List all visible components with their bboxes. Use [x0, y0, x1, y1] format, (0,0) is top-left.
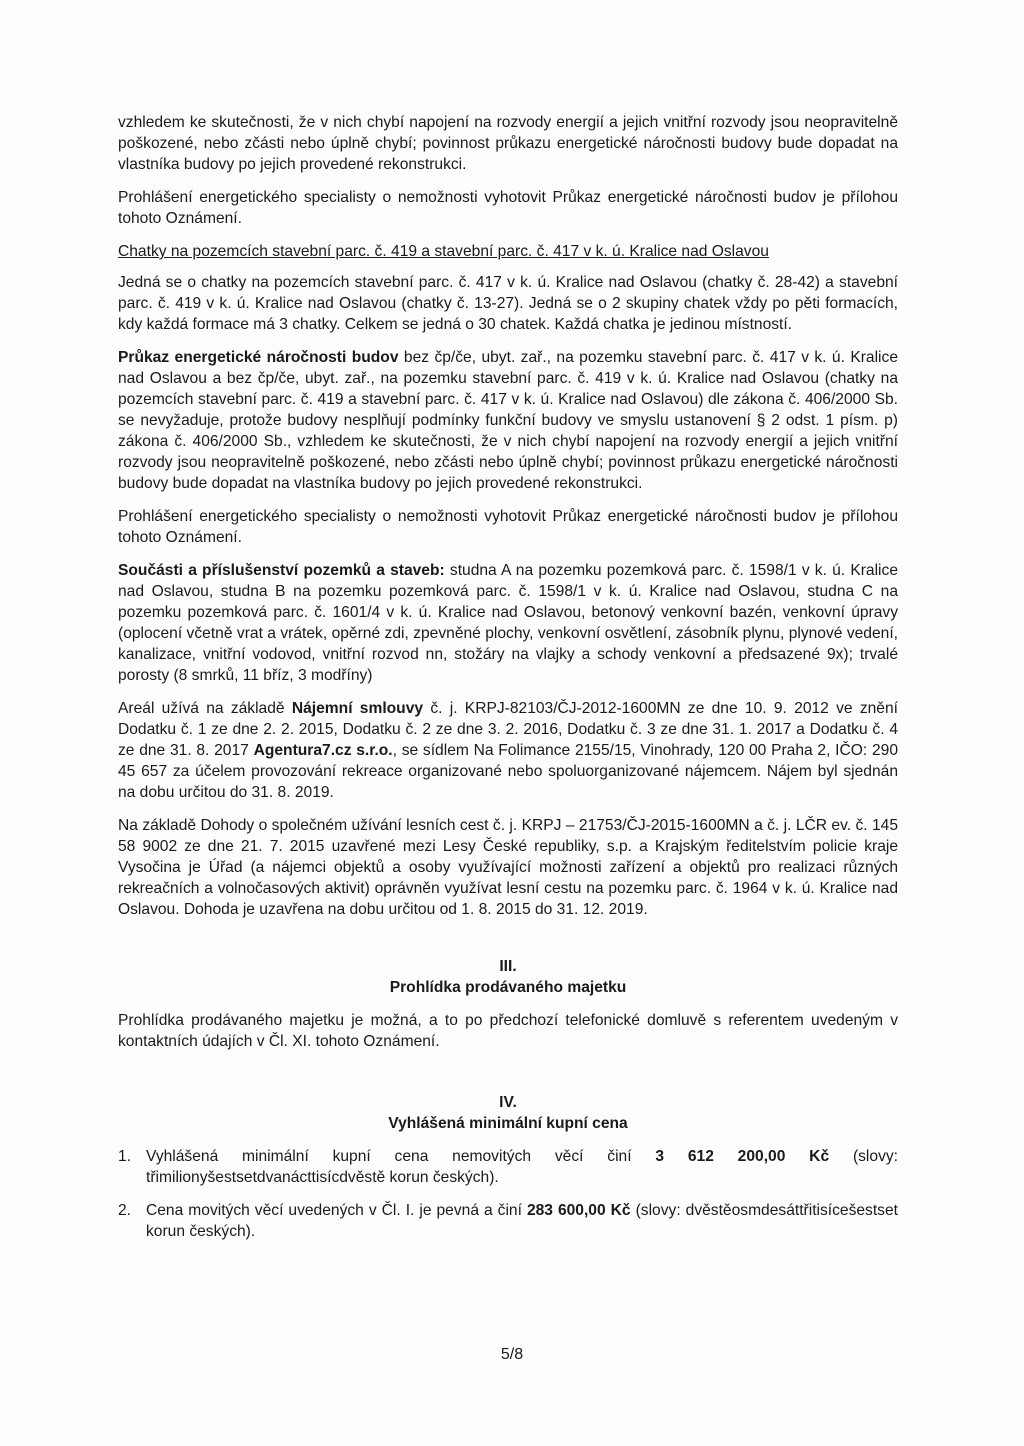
list-item-number: 1.	[118, 1148, 132, 1165]
list-item-price-movables	[118, 1200, 898, 1242]
components-text: studna A na pozemku pozemková parc. č. 1598/1 v k. ú. Kralice nad Oslavou, studna B na pozemku pozemková parc. č. 1598/1 v k. ú. Kralice nad Oslavou, studna C na pozemku pozemková parc. č. 1601/4 v k. ú. Kralice nad Oslavou, betonový venkovní bazén, venkovní úpravy (oplocení včetně vrat a vrátek, opěrné zdi, zpevněné plochy, venkovní osvětlení, zásobník plynu, plynové vedení, kanalizace, vnitřní vodovod, vnitřní rozvod nn, stožáry na vlajky a schody venkovní a předsazené 9x); trvalé porosty (8 smrků, 11 bříz, 3 modříny)	[118, 562, 898, 684]
lease-text-a: Areál užívá na základě	[118, 700, 292, 717]
list-item-text: Vyhlášená minimální kupní cena nemovitých věcí činí 3 612 200,00 Kč (slovy: třimilionyšestsetdvanácttisícdvěstě korun českých).	[146, 1148, 898, 1186]
components-label: Součásti a příslušenství pozemků a staveb:	[118, 562, 445, 579]
price-amount: 3 612 200,00 Kč	[655, 1148, 830, 1165]
paragraph-specialist-statement: Prohlášení energetického specialisty o nemožnosti vyhotovit Průkaz energetické náročnosti budov je přílohou tohoto Oznámení.	[118, 189, 898, 227]
document-body	[118, 112, 898, 1254]
section-3-number: III.	[499, 958, 517, 975]
paragraph-inspection: Prohlídka prodávaného majetku je možná, a to po předchozí telefonické domluvě s referentem uvedeným v kontaktních údajích v Čl. XI. tohoto Oznámení.	[118, 1012, 898, 1050]
section-4-number: IV.	[499, 1094, 517, 1111]
page-number: 5/8	[500, 1346, 524, 1363]
lease-text-c: , se sídlem Na Folimance 2155/15, Vinohrady, 120 00 Praha 2, IČO: 290 45 657 za účelem provozování rekreace organizované nebo spoluorganizované nájemcem. Nájem byl sjednán na dobu určitou do 31. 8. 2019.	[118, 742, 898, 801]
lease-text-b: č. j. KRPJ-82103/ČJ-2012-1600MN ze dne 10. 9. 2012 ve znění Dodatku č. 1 ze dne 2. 2. 2015, Dodatku č. 2 ze dne 3. 2. 2016, Dodatku č. 3 ze dne 31. 1. 2017 a Dodatku č. 4 ze dne 31. 8. 2017	[118, 700, 898, 759]
energy-certificate-label: Průkaz energetické náročnosti budov	[118, 349, 399, 366]
list-item-price-real-estate	[118, 1146, 898, 1188]
list-item-text: Cena movitých věcí uvedených v Čl. I. je pevná a činí 283 600,00 Kč (slovy: dvěstěosmdesáttřitisícešestset korun českých).	[146, 1202, 898, 1240]
paragraph-chatky-description: Jedná se o chatky na pozemcích stavební parc. č. 417 v k. ú. Kralice nad Oslavou (chatky č. 28-42) a stavební parc. č. 419 v k. ú. Kralice nad Oslavou (chatky č. 13-27). Jedná se o 2 skupiny chatek vždy po pěti formacích, kdy každá formace má 3 chatky. Celkem se jedná o 30 chatek. Každá chatka je jedinou místností.	[118, 274, 898, 333]
section-3-title: Prohlídka prodávaného majetku	[389, 979, 627, 996]
paragraph-specialist-statement-2: Prohlášení energetického specialisty o nemožnosti vyhotovit Průkaz energetické náročnosti budov je přílohou tohoto Oznámení.	[118, 508, 898, 546]
paragraph-components	[118, 560, 898, 686]
price-amount: 283 600,00 Kč	[526, 1202, 631, 1219]
paragraph-forest-roads: Na základě Dohody o společném užívání lesních cest č. j. KRPJ – 21753/ČJ-2015-1600MN a č. j. LČR ev. č. 145 58 9002 ze dne 21. 7. 2015 uzavřené mezi Lesy České republiky, s.p. a Krajským ředitelstvím policie kraje Vysočina je Úřad (a nájemci objektů a osoby využívající možnosti zařízení a objektů pro realizaci různých rekreačních a volnočasových aktivit) oprávněn využívat lesní cestu na pozemku parc. č. 1964 v k. ú. Kralice nad Oslavou. Dohoda je uzavřena na dobu určitou od 1. 8. 2015 do 31. 12. 2019.	[118, 817, 898, 918]
lease-contract-label: Nájemní smlouvy	[291, 700, 424, 717]
lease-company-label: Agentura7.cz s.r.o.	[253, 742, 393, 759]
paragraph-energy-certificate	[118, 347, 898, 494]
heading-chatky-text: Chatky na pozemcích stavební parc. č. 419 a stavební parc. č. 417 v k. ú. Kralice nad Oslavou	[118, 243, 769, 260]
paragraph-energy-note: vzhledem ke skutečnosti, že v nich chybí napojení na rozvody energií a jejich vnitřní rozvody jsou neopravitelně poškozené, nebo zčásti nebo úplně chybí; povinnost průkazu energetické náročnosti budovy bude dopadat na vlastníka budovy po jejich provedené rekonstrukci.	[118, 114, 898, 173]
heading-chatky	[118, 241, 898, 262]
list-item-number: 2.	[118, 1202, 132, 1219]
paragraph-lease	[118, 698, 898, 803]
energy-certificate-text: bez čp/če, ubyt. zař., na pozemku stavební parc. č. 417 v k. ú. Kralice nad Oslavou a bez čp/če, ubyt. zař., na pozemku stavební parc. č. 419 v k. ú. Kralice nad Oslavou (chatky na pozemcích stavební parc. č. 419 a stavební parc. č. 417 v k. ú. Kralice nad Oslavou) dle zákona č. 406/2000 Sb. se nevyžaduje, protože budovy nesplňují podmínky funkční budovy ve smyslu ustanovení § 2 odst. 1 písm. p) zákona č. 406/2000 Sb., vzhledem ke skutečnosti, že v nich chybí napojení na rozvody energií a jejich vnitřní rozvody jsou neopravitelně poškozené, nebo zčásti nebo úplně chybí; povinnost průkazu energetické náročnosti budovy bude dopadat na vlastníka budovy po jejich provedené rekonstrukci.	[118, 349, 898, 492]
section-4-title: Vyhlášená minimální kupní cena	[388, 1115, 628, 1132]
